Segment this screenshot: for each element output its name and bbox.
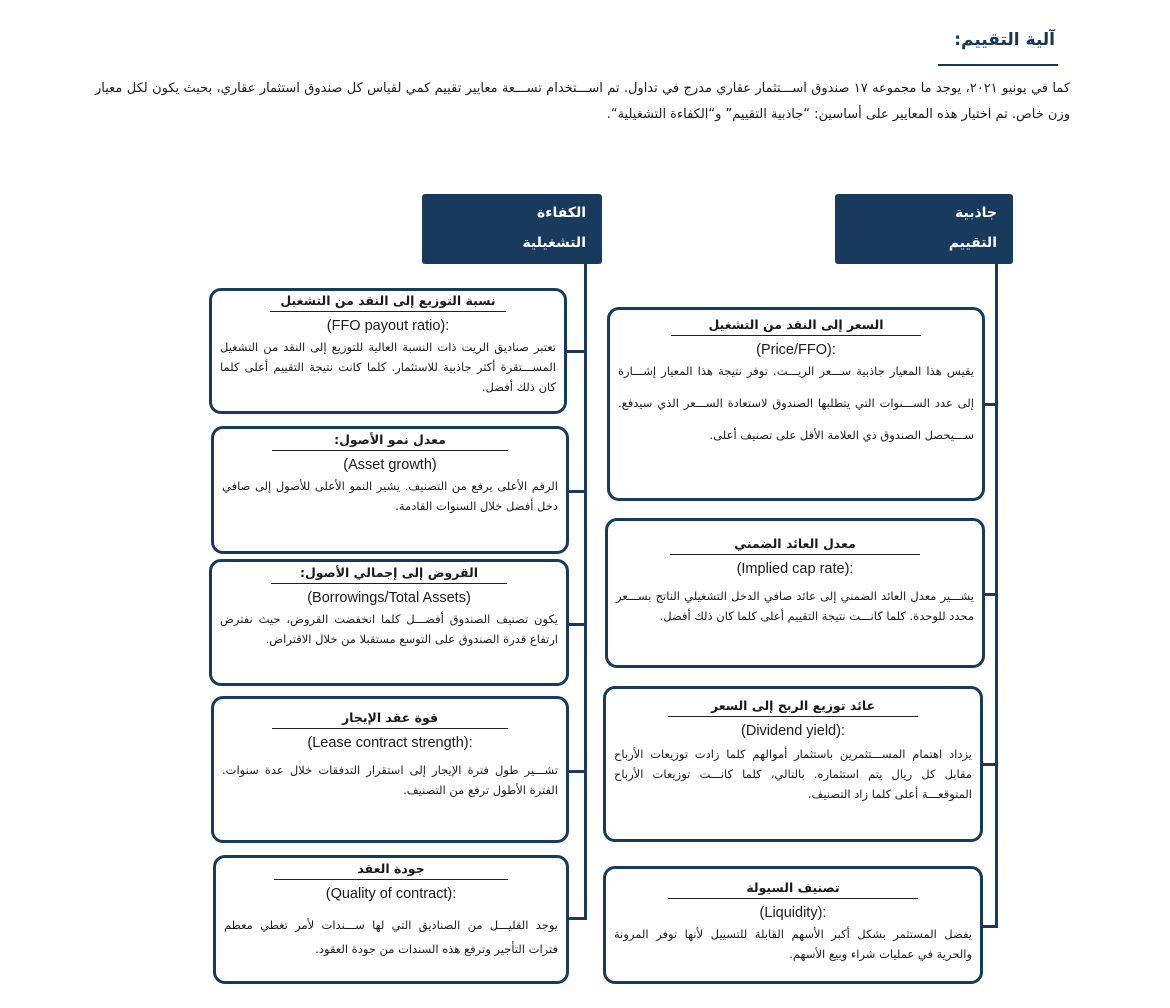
criterion-english-label: :(Lease contract strength) <box>307 735 473 751</box>
valuation-pillar-line2: التقييم <box>948 235 997 251</box>
operational-connector-tick <box>567 917 586 920</box>
criterion-description: يزداد اهتمام المســـتثمرين باستثمار أموالهم كلما زادت توزيعات الأرباح مقابل كل ريال يتم استثماره. بالتالي، كلما كانـــت توزيعات الأرباح المتوقعـــة أعلى كلما زاد التصنيف. <box>614 747 972 801</box>
criterion-card-dividend-yield <box>603 686 983 842</box>
criterion-card-implied-cap-rate <box>605 518 985 668</box>
valuation-connector-spine <box>995 264 998 928</box>
criterion-english-label: (Asset growth) <box>343 457 437 473</box>
criterion-card-ffo-payout-ratio <box>209 288 567 414</box>
valuation-pillar-header <box>835 194 1013 264</box>
criterion-title: نسبة التوزيع إلى النقد من التشغيل <box>280 293 496 308</box>
criterion-english-label: :(Quality of contract) <box>325 886 457 902</box>
criterion-card-price-ffo <box>607 307 985 501</box>
operational-pillar-line1: الكفاءة <box>537 205 586 221</box>
criterion-description: يوجد القليـــل من الصناديق التي لها ســـندات لأمر تغطي معظم فترات التأجير وترفع هذه السندات من جودة العقود. <box>224 918 558 956</box>
criterion-title-rule <box>668 716 919 717</box>
operational-connector-tick <box>567 350 586 353</box>
operational-connector-spine <box>584 264 587 920</box>
valuation-connector-tick <box>983 925 997 928</box>
criterion-title-rule <box>274 879 508 880</box>
criterion-title-rule <box>670 554 921 555</box>
criterion-card-asset-growth <box>211 426 569 554</box>
criterion-card-borrowings-total-assets <box>209 559 569 686</box>
criterion-english-label: :(Dividend yield) <box>741 723 845 739</box>
intro-paragraph: كما في يونيو ٢٠٢١، يوجد ما مجموعه ١٧ صندوق اســـتثمار عقاري مدرج في تداول. تم اســـتخدام تســـعة معايير تقييم كمي لقياس كل صندوق استثمار عقاري، بحيث يكون لكل معيار وزن خاص. تم اختيار هذه المعايير على أساسين: “جاذبية التقييم” و“الكفاءة التشغيلية“. <box>95 81 1071 122</box>
valuation-connector-tick <box>983 593 997 596</box>
criterion-title-rule <box>272 728 507 729</box>
page-title: آلية التقييم: <box>954 30 1055 50</box>
criterion-title-rule <box>272 450 507 451</box>
criterion-card-lease-contract-strength <box>211 696 569 843</box>
criterion-title: عائد توزيع الربح إلى السعر <box>710 698 876 713</box>
criterion-description: يقيس هذا المعيار جاذبية ســـعر الريـــت. توفر نتيجة هذا المعيار إشـــارة إلى عدد الســـنوات التي يتطلبها الصندوق لاستعادة الســـعر الذي سيدفع. ســـيحصل الصندوق ذي العلامة الأقل على تصنيف أعلى. <box>618 364 974 442</box>
criterion-title: معدل نمو الأصول: <box>334 432 446 447</box>
criterion-title: جودة العقد <box>357 861 425 876</box>
criterion-title: القروض إلى إجمالي الأصول: <box>299 565 479 580</box>
criterion-english-label: :(FFO payout ratio) <box>326 318 450 334</box>
criterion-card-quality-of-contract <box>213 855 569 984</box>
operational-connector-tick <box>567 770 586 773</box>
operational-connector-tick <box>567 623 586 626</box>
criterion-description: يكون تصنيف الصندوق أفضـــل كلما انخفضت القروض، حيث نفترض ارتفاع قدرة الصندوق على التوسع مستقبلا من خلال الاقتراض. <box>220 612 558 646</box>
criterion-description: يشـــير معدل العائد الضمني إلى عائد صافي الدخل التشغيلي الناتج بســـعر محدد للوحدة. كلما كانـــت نتيجة التقييم أعلى كلما كان ذلك أفضل. <box>616 589 974 623</box>
criterion-title: تصنيف السيولة <box>746 880 840 895</box>
criterion-title-rule <box>271 583 508 584</box>
criterion-title-rule <box>671 335 920 336</box>
operational-pillar-header <box>422 194 602 264</box>
criterion-english-label: :(Implied cap rate) <box>736 561 854 577</box>
criterion-english-label: :(Liquidity) <box>759 905 827 921</box>
valuation-connector-tick <box>983 403 997 406</box>
criterion-title: معدل العائد الضمني <box>734 536 856 551</box>
criterion-title-rule <box>270 311 505 312</box>
criterion-card-liquidity <box>603 866 983 984</box>
criterion-title: السعر إلى النقد من التشغيل <box>708 317 884 332</box>
criterion-title-rule <box>668 898 919 899</box>
criterion-description: يفضل المستثمر بشكل أكبر الأسهم القابلة للتسييل لأنها توفر المرونة والحرية في عمليات شراء وبيع الأسهم. <box>614 927 972 961</box>
criterion-english-label: (Borrowings/Total Assets) <box>307 590 471 606</box>
criterion-description: تشـــير طول فترة الإيجار إلى استقرار التدفقات خلال عدة سنوات. الفترة الأطول ترفع من التصنيف. <box>222 763 558 797</box>
criterion-title: قوة عقد الإيجار <box>341 710 439 725</box>
valuation-pillar-line1: جاذبية <box>955 205 997 221</box>
operational-connector-tick <box>567 490 586 493</box>
criterion-english-label: :(Price/FFO) <box>756 342 836 358</box>
valuation-connector-tick <box>983 763 997 766</box>
title-underline <box>938 64 1058 66</box>
criterion-description: تعتبر صناديق الريت ذات النسبة العالية للتوزيع إلى النقد من التشغيل المســـتقرة أكثر جاذبية للاستثمار. كلما كانت نتيجة التقييم أعلى كلما كان ذلك أفضل. <box>220 340 556 394</box>
criterion-description: الرقم الأعلى يرفع من التصنيف. يشير النمو الأعلى للأصول إلى صافي دخل أفضل خلال السنوات القادمة. <box>222 479 558 513</box>
operational-pillar-line2: التشغيلية <box>522 235 586 251</box>
